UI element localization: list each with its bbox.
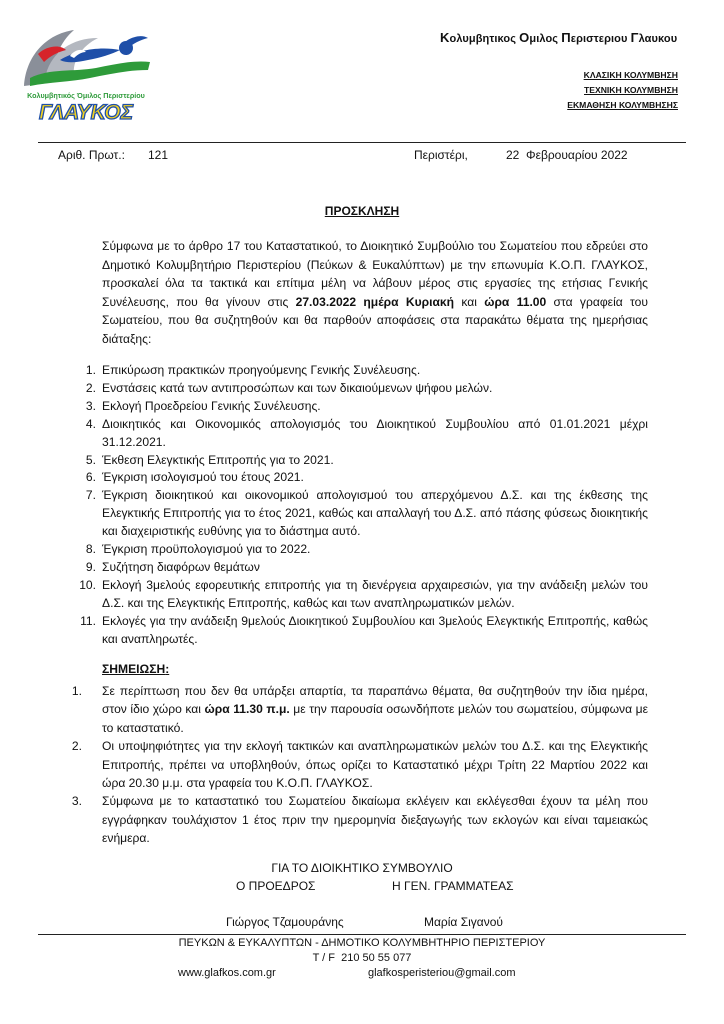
notes-list — [60, 682, 648, 848]
date: 22 Φεβρουαρίου 2022 — [506, 148, 628, 162]
club-name-part: ολυμβητικος — [449, 33, 520, 45]
agenda-item — [60, 452, 648, 470]
agenda-text: Έκθεση Ελεγκτικής Επιτροπής για το 2021. — [102, 452, 334, 467]
agenda-list — [60, 362, 648, 649]
club-name-part: λαυκου — [638, 33, 678, 45]
agenda-item — [60, 416, 648, 452]
club-name-initial: Ο — [519, 30, 530, 45]
agenda-text: Έγκριση προϋπολογισμού για το 2022. — [102, 542, 311, 557]
agenda-item — [60, 469, 648, 487]
intro-text: και — [454, 294, 485, 309]
agenda-item — [60, 380, 648, 398]
note-item — [60, 792, 648, 847]
agenda-number: 1. — [85, 363, 96, 377]
intro-paragraph — [102, 237, 648, 349]
club-name-initial: Γ — [630, 30, 639, 45]
program-item: ΕΚΜΑΘΗΣΗ ΚΟΛΥΜΒΗΣΗΣ — [567, 100, 678, 110]
footer-phone: T / F 210 50 55 077 — [312, 952, 412, 964]
footer-website[interactable]: www.glafkos.com.gr — [178, 967, 276, 979]
note-heading-colon: : — [165, 662, 170, 676]
club-name-part: εριστεριου — [570, 33, 631, 45]
note-time: ώρα 11.30 π.μ. — [204, 702, 290, 717]
agenda-item — [60, 541, 648, 559]
agenda-number: 4. — [85, 416, 96, 431]
agenda-number: 2. — [85, 380, 96, 395]
club-name-initial: Κ — [440, 30, 450, 45]
note-heading — [102, 662, 169, 676]
note-item — [60, 737, 648, 792]
footer-divider — [38, 934, 686, 935]
agenda-number: 10. — [79, 577, 96, 592]
club-logo — [16, 16, 156, 124]
note-number: 3. — [71, 794, 82, 809]
agenda-item — [60, 577, 648, 613]
agenda-text: Διοικητικός και Οικονομικός απολογισμός του Διοικητικού Συμβουλίου από 01.01.2021 μέχρι 31.12.2021. — [102, 416, 648, 449]
agenda-text: Ενστάσεις κατά των αντιπροσώπων και των δικαιούμενων ψήφου μελών. — [102, 380, 493, 395]
logo-text-big: ΓΛΑΥΚΟΣ — [39, 101, 133, 124]
club-name-part: μιλος — [529, 33, 562, 45]
agenda-text: Έγκριση ισολογισμού του έτους 2021. — [102, 470, 304, 485]
agenda-text: Συζήτηση διαφόρων θεμάτων — [102, 559, 260, 574]
agenda-text: Εκλογές για την ανάδειξη 9μελούς Διοικητικού Συμβουλίου και 3μελούς Ελεγκτικής Επιτροπής, καθώς και αναπληρωτές. — [102, 613, 648, 646]
meeting-date: 27.03.2022 ημέρα Κυριακή — [295, 294, 455, 309]
note-text: με την παρουσία οσωνδήποτε μελών του σωματείου, σύμφωνα με το καταστατικό. — [102, 702, 648, 735]
signature-board: ΓΙΑ ΤΟ ΔΙΟΙΚΗΤΙΚΟ ΣΥΜΒΟΥΛΙΟ — [271, 861, 453, 875]
programs-list — [567, 68, 678, 113]
agenda-item — [60, 487, 648, 541]
swimmer-logo-graphic — [16, 16, 156, 124]
club-name-heading — [440, 30, 677, 45]
program-item: ΚΛΑΣΙΚΗ ΚΟΛΥΜΒΗΣΗ — [583, 70, 678, 80]
agenda-text: Επικύρωση πρακτικών προηγούμενης Γενικής Συνέλευσης. — [102, 363, 421, 377]
place: Περιστέρι, — [414, 148, 468, 162]
agenda-number: 3. — [85, 398, 96, 413]
agenda-item — [60, 398, 648, 416]
secretary-title: Η ΓΕΝ. ΓΡΑΜΜΑΤΕΑΣ — [392, 879, 514, 893]
agenda-number: 9. — [85, 559, 96, 574]
note-number: 2. — [71, 739, 82, 754]
agenda-text: Εκλογή 3μελούς εφορευτικής επιτροπής για τη διενέργεια αρχαιρεσιών, για την ανάδειξη μελών του Δ.Σ. και της Ελεγκτικής Επιτροπής, καθώς και των αναπληρωματικών μελών. — [102, 577, 648, 610]
agenda-number: 11. — [80, 613, 96, 628]
note-text: Σύμφωνα με το καταστατικό του Σωματείου δικαίωμα εκλέγειν και εκλέγεσθαι έχουν τα μέλη που εγγράφηκαν τουλάχιστον 1 έτος πριν την ημερομηνία διεξαγωγής των εκλογών και είναι ταμειακώς ενήμερα. — [102, 794, 648, 846]
agenda-item — [60, 559, 648, 577]
club-name-initial: Π — [561, 30, 571, 45]
logo-text-small: Κολυμβητικός Όμιλος Περιστερίου — [27, 91, 145, 100]
note-text: Οι υποψηφιότητες για την εκλογή τακτικών και αναπληρωματικών μελών του Δ.Σ. και της Ελεγκτικής Επιτροπής, πρέπει να υποβληθούν, όπως ορίζει το Καταστατικό μέχρι Τρίτη 22 Μαρτίου 2022 και ώρα 20.30 μ.μ. στα γραφεία του Κ.Ο.Π. ΓΛΑΥΚΟΣ. — [102, 739, 648, 791]
agenda-number: 7. — [85, 488, 96, 503]
protocol-number: 121 — [148, 148, 169, 162]
agenda-text: Έγκριση διοικητικού και οικονομικού απολογισμού του απερχόμενου Δ.Σ. και της έκθεσης της Ελεγκτικής Επιτροπής για το έτος 2021, καθώς και απαλλαγή του Δ.Σ. από πάσης φύσεως διοικητικής και διαχειριστικής ευθύνης για το διάστημα αυτό. — [102, 488, 648, 539]
secretary-name: Μαρία Σιγανού — [424, 915, 503, 929]
note-item — [60, 682, 648, 737]
footer-email[interactable]: glafkosperisteriou@gmail.com — [368, 967, 516, 979]
agenda-number: 6. — [85, 470, 96, 485]
agenda-item — [60, 613, 648, 649]
agenda-item — [60, 362, 648, 380]
agenda-number: 8. — [85, 542, 96, 557]
note-heading-text: ΣΗΜΕΙΩΣΗ — [102, 662, 166, 676]
logo-swimmer-arm — [120, 36, 148, 50]
note-text: Σε περίπτωση που δεν θα υπάρξει απαρτία, τα παραπάνω θέματα, θα συζητηθούν την ίδια ημέρα, στον ίδιο χώρο και — [102, 684, 648, 717]
president-title: Ο ΠΡΟΕΔΡΟΣ — [236, 879, 316, 893]
protocol-label: Αριθ. Πρωτ.: — [58, 148, 125, 162]
header-divider — [38, 142, 686, 143]
intro-text: στα γραφεία του Σωματείου, που θα συζητηθούν και θα παρθούν αποφάσεις στα παρακάτω θέματα της ημερήσιας διάταξης: — [102, 294, 648, 346]
agenda-text: Εκλογή Προεδρείου Γενικής Συνέλευσης. — [102, 398, 321, 413]
footer-address: ΠΕΥΚΩΝ & ΕΥΚΑΛΥΠΤΩΝ - ΔΗΜΟΤΙΚΟ ΚΟΛΥΜΒΗΤΗΡΙΟ ΠΕΡΙΣΤΕΡΙΟΥ — [178, 937, 546, 949]
agenda-number: 5. — [85, 452, 96, 467]
meeting-time: ώρα 11.00 — [484, 294, 547, 309]
page-title: ΠΡΟΣΚΛΗΣΗ — [324, 204, 400, 218]
intro-text: Σύμφωνα με το άρθρο 17 του Καταστατικού, το Διοικητικό Συμβούλιο του Σωματείου που εδρεύει στο Δημοτικό Κολυμβητήριο Περιστερίου (Πεύκων & Ευκαλύπτων) με την επωνυμία Κ.Ο.Π. ΓΛΑΥΚΟΣ, προσκαλεί όλα τα τακτικά και επίτιμα μέλη να λάβουν μέρος στις εργασίες της ετήσιας Γενικής Συνέλευσης, που θα γίνουν στις — [102, 239, 648, 309]
president-name: Γιώργος Τζαμουράνης — [226, 915, 344, 929]
program-item: ΤΕΧΝΙΚΗ ΚΟΛΥΜΒΗΣΗ — [584, 85, 678, 95]
note-number: 1. — [71, 684, 82, 698]
